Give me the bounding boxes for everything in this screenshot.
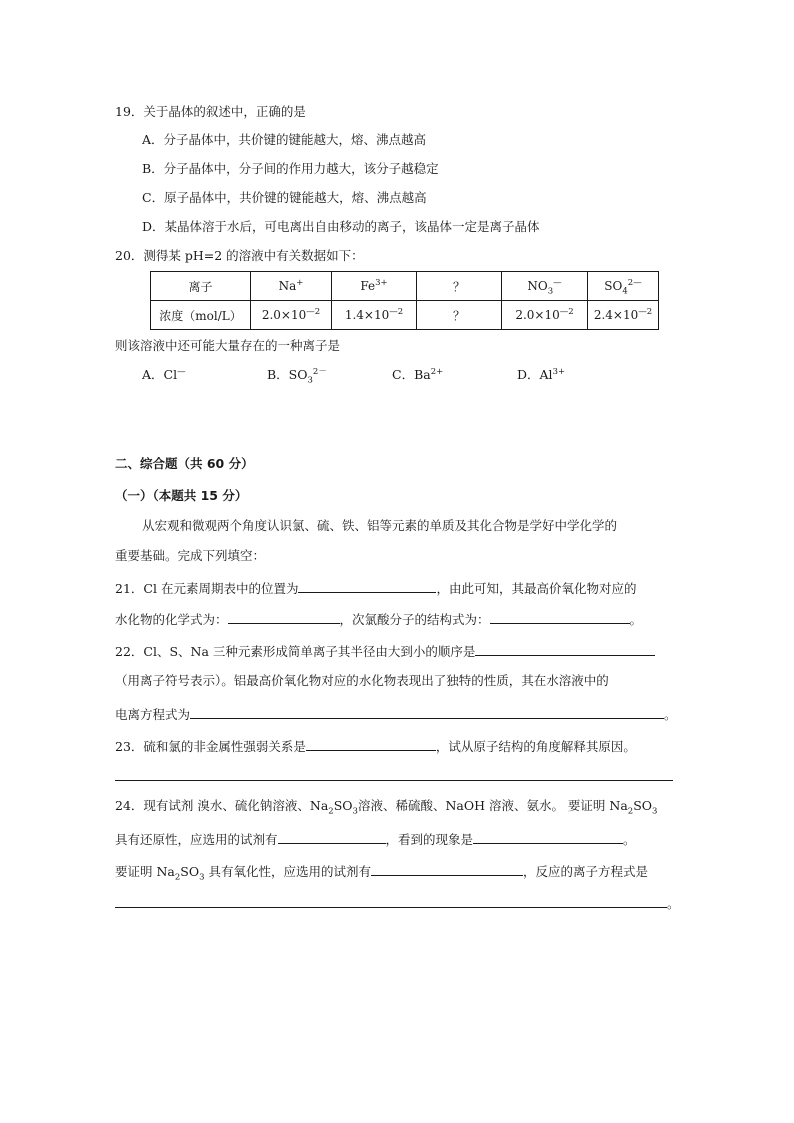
q20-stem: 20．测得某 pH=2 的溶液中有关数据如下： — [115, 248, 364, 263]
q20-option-c: C．$Ba^{2+}$ — [392, 366, 444, 382]
q21-blank-formula[interactable] — [228, 609, 340, 624]
q22-blank-order[interactable] — [475, 641, 655, 656]
conc-fe: $1.4\times 10^{—2}$ — [332, 301, 417, 330]
ion-na: Na+ — [251, 272, 332, 301]
q20-followup: 则该溶液中还可能大量存在的一种离子是 — [115, 338, 341, 353]
q19-option-c: C．原子晶体中，共价键的键能越大，熔、沸点越高 — [142, 190, 427, 205]
conc-na: $2.0\times 10^{—2}$ — [251, 301, 332, 330]
conc-so4: $2.4\times 10^{—2}$ — [588, 301, 659, 330]
table-row — [151, 301, 659, 330]
q23-answer-line[interactable] — [115, 780, 673, 781]
q19-option-b: B．分子晶体中，分子间的作用力越大，该分子越稳定 — [142, 161, 439, 176]
conc-no3: $2.0\times 10^{—2}$ — [502, 301, 588, 330]
part-heading: （一）（本题共 15 分） — [115, 488, 248, 503]
q20-option-a: A．Cl— — [142, 366, 186, 382]
ion-so4: $SO_4^{2—}$ — [588, 272, 659, 301]
q22-blank-equation[interactable] — [190, 704, 664, 719]
conc-unknown: ？ — [417, 301, 502, 330]
q21-blank-position[interactable] — [298, 578, 436, 593]
q23-blank-relation[interactable] — [306, 736, 436, 751]
q24-blank-ionic-equation[interactable] — [115, 893, 667, 908]
q19-option-d: D．某晶体溶于水后，可电离出自由移动的离子，该晶体一定是离子晶体 — [142, 219, 540, 234]
intro-line-1: 从宏观和微观两个角度认识氯、硫、铁、铝等元素的单质及其化合物是学好中学化学的 — [142, 518, 618, 533]
q21-line-2: 水化物的化学式为： ，次氯酸分子的结构式为： 。 — [115, 609, 642, 629]
section-heading: 二、综合题（共 60 分） — [115, 456, 254, 471]
q23-line-1: 23．硫和氯的非金属性强弱关系是 ，试从原子结构的角度解释其原因。 — [115, 736, 636, 756]
q22-line-2: （用离子符号表示）。铝最高价氧化物对应的水化物表现出了独特的性质，其在水溶液中的 — [115, 673, 609, 688]
ion-no3: $NO_3^—$ — [502, 272, 588, 301]
table-header-label: 离子 — [151, 272, 251, 301]
q20-option-d: D．$Al^{3+}$ — [517, 366, 566, 382]
q24-blank-reagents-oxidizing[interactable] — [371, 861, 523, 876]
q24-blank-phenomenon[interactable] — [473, 829, 623, 844]
q24-line-2: 具有还原性，应选用的试剂有 ，看到的现象是 。 — [115, 829, 636, 849]
ion-fe: $Fe^{3+}$ — [332, 272, 417, 301]
q24-blank-reagents-reducing[interactable] — [278, 829, 386, 844]
ion-concentration-table — [150, 271, 659, 330]
q24-line-4: 。 — [115, 893, 680, 913]
q20-option-b: B．$SO_3^{2-}$ — [267, 366, 327, 386]
ion-unknown: ？ — [417, 272, 502, 301]
q21-line-1: 21．Cl 在元素周期表中的位置为 ，由此可知，其最高价氧化物对应的 — [115, 578, 636, 598]
q19-option-a: A．分子晶体中，共价键的键能越大，熔、沸点越高 — [142, 132, 427, 147]
q24-line-3: 要证明 $Na_2SO_3$ 具有氧化性，应选用的试剂有 ，反应的离子方程式是 — [115, 861, 648, 881]
q24-line-1: 24．现有试剂 溴水、硫化钠溶液、$Na_2SO_3$溶液、稀硫酸、NaOH 溶液、氨水。 要证明 $Na_2SO_3$ — [115, 798, 658, 817]
q21-blank-structure[interactable] — [490, 609, 630, 624]
q22-line-1: 22．Cl、S、Na 三种元素形成简单离子其半径由大到小的顺序是 — [115, 641, 655, 661]
intro-line-2: 重要基础。完成下列填空： — [115, 548, 266, 563]
table-row — [151, 272, 659, 301]
q19-stem: 19．关于晶体的叙述中，正确的是 — [115, 104, 306, 119]
table-conc-label: 浓度（mol/L） — [151, 301, 251, 330]
q22-line-3: 电离方程式为 。 — [115, 704, 677, 724]
